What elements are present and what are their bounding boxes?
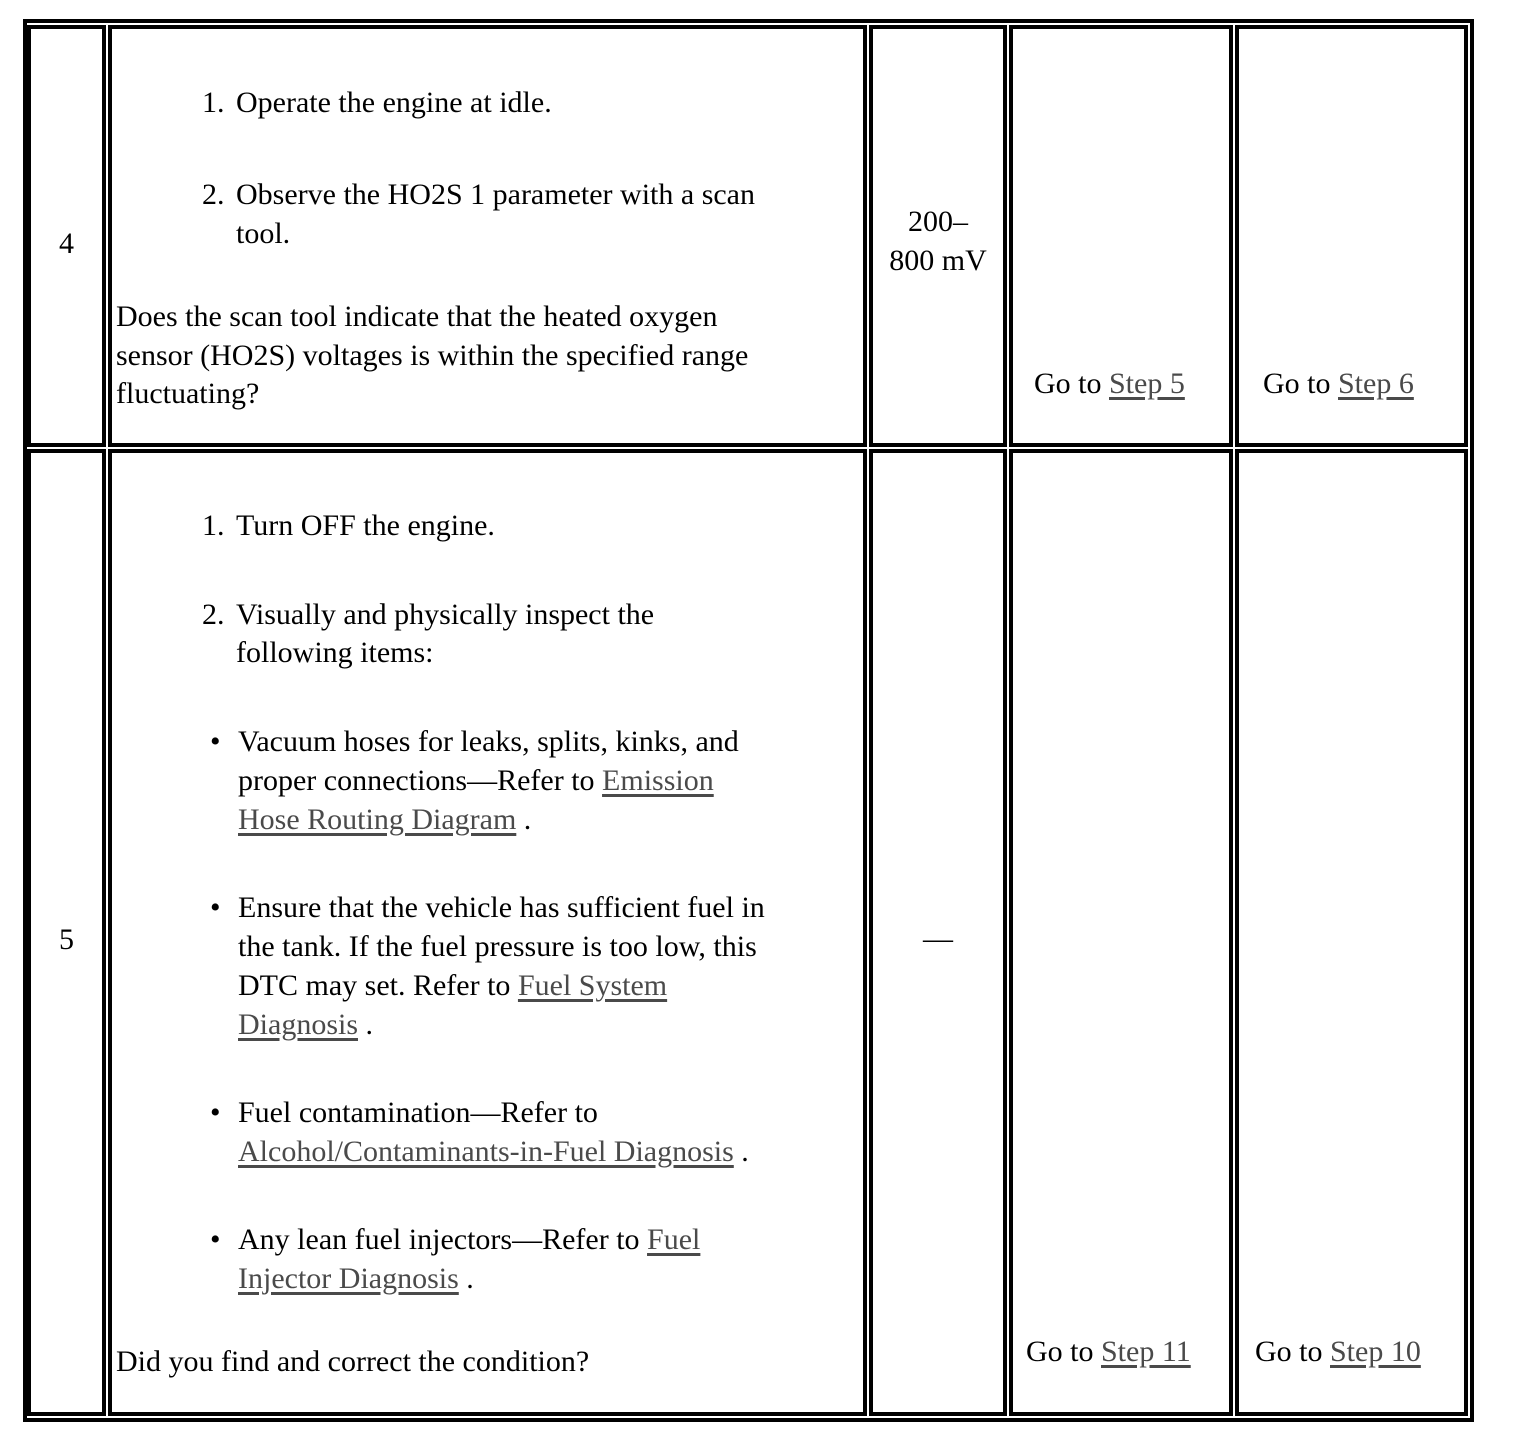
no-cell-5 [1235, 449, 1468, 1416]
value-cell-5 [869, 449, 1007, 1416]
yes-cell-4 [1009, 25, 1233, 447]
yes-goto: Go to Step 5 [1034, 367, 1185, 400]
fuel-system-link-cont[interactable]: Diagnosis [238, 1008, 358, 1041]
fuel-system-link[interactable]: Fuel System [517, 969, 668, 1002]
value-line-2: 800 mV [889, 244, 987, 277]
bullet-1-line-1: Vacuum hoses for leaks, splits, kinks, and [238, 725, 739, 758]
bullet-4-line-2: Injector Diagnosis . [238, 1262, 474, 1295]
bullet-3-line-2: Alcohol/Contaminants-in-Fuel Diagnosis . [238, 1135, 749, 1168]
step-6-link[interactable]: Step 6 [1338, 367, 1414, 400]
step-10-link[interactable]: Step 10 [1330, 1335, 1421, 1368]
bullet-2-line-3: DTC may set. Refer to Fuel System [238, 969, 668, 1002]
action-item-1: 1. Turn OFF the engine. [202, 509, 495, 542]
emission-hose-link-cont[interactable]: Hose Routing Diagram [238, 803, 517, 836]
yes-cell-5 [1009, 449, 1233, 1416]
no-goto: Go to Step 10 [1255, 1335, 1421, 1368]
fuel-injector-link[interactable]: Fuel [647, 1223, 701, 1256]
bullet-icon: • [210, 1223, 221, 1256]
bullet-icon: • [210, 1096, 221, 1129]
action-item-2: 2. Observe the HO2S 1 parameter with a scan [202, 178, 755, 211]
value-cell-4 [869, 25, 1007, 447]
step-11-link[interactable]: Step 11 [1101, 1335, 1191, 1368]
action-item-2-cont: tool. [236, 217, 291, 250]
bullet-icon: • [210, 891, 221, 924]
emission-hose-link[interactable]: Emission [602, 764, 714, 797]
question-line-1: Does the scan tool indicate that the heated oxygen [116, 300, 718, 333]
action-item-2: 2. Visually and physically inspect the [202, 598, 655, 631]
action-item-1: 1. Operate the engine at idle. [202, 86, 552, 119]
question-line-2: sensor (HO2S) voltages is within the specified range [116, 339, 749, 372]
bullet-4-line-1: Any lean fuel injectors—Refer to Fuel [238, 1223, 701, 1256]
value-dash: — [923, 922, 953, 955]
bullet-2-line-4: Diagnosis . [238, 1008, 373, 1041]
alcohol-contaminants-link[interactable]: Alcohol/Contaminants-in-Fuel Diagnosis [238, 1135, 734, 1168]
step-cell-5 [27, 449, 106, 1416]
question-line-3: fluctuating? [116, 377, 260, 410]
no-goto: Go to Step 6 [1263, 367, 1414, 400]
question: Did you find and correct the condition? [116, 1345, 590, 1378]
value-line-1: 200– [908, 205, 968, 238]
fuel-injector-link-cont[interactable]: Injector Diagnosis [238, 1262, 459, 1295]
step-cell-4 [27, 25, 106, 447]
no-cell-4 [1235, 25, 1468, 447]
yes-goto: Go to Step 11 [1026, 1335, 1191, 1368]
action-item-2-cont: following items: [236, 636, 434, 669]
bullet-3-line-1: Fuel contamination—Refer to [238, 1096, 598, 1129]
step-number: 4 [59, 227, 74, 260]
action-cell-5 [108, 449, 867, 1416]
step-number: 5 [59, 923, 74, 956]
bullet-2-line-1: Ensure that the vehicle has sufficient fuel in [238, 891, 765, 924]
bullet-2-line-2: the tank. If the fuel pressure is too low, this [238, 930, 757, 963]
bullet-1-line-2: proper connections—Refer to Emission [238, 764, 714, 797]
bullet-1-line-3: Hose Routing Diagram . [238, 803, 532, 836]
action-cell-4 [108, 25, 867, 447]
step-5-link[interactable]: Step 5 [1109, 367, 1185, 400]
bullet-icon: • [210, 725, 221, 758]
